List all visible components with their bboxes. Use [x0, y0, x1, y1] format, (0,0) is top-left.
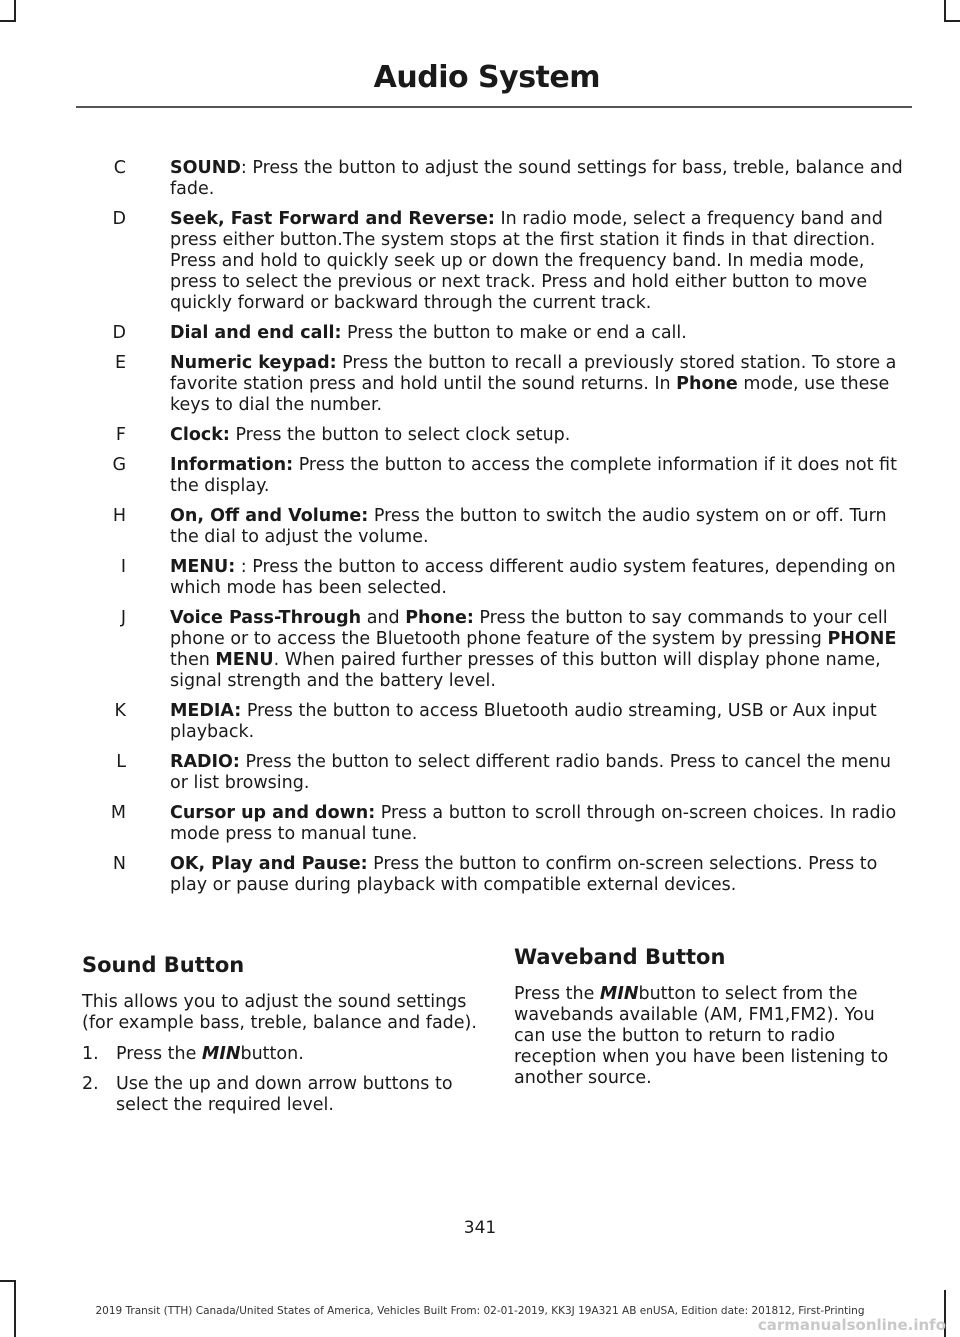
list-item: [76, 752, 906, 794]
bold-term: Numeric keypad:: [170, 353, 337, 373]
text-run: and: [361, 608, 406, 628]
text-run: : Press the button to access different audio system features, depending on which mode has been selected.: [170, 557, 896, 598]
item-description: [170, 701, 906, 743]
bold-term: Voice Pass-Through: [170, 608, 362, 628]
list-item: [76, 701, 906, 743]
item-description: [170, 425, 906, 446]
list-item: [76, 557, 906, 599]
text-run: Press the button to make or end a call.: [341, 323, 687, 343]
item-description: [170, 158, 906, 200]
text-run: Press the button to confirm on-screen selections. Press to play or pause during playback with compatible external devices.: [170, 854, 878, 895]
item-list: [76, 158, 906, 905]
text-run: Press the button to recall a previously stored station. To store a favorite station press and hold until the sound returns. In: [170, 353, 897, 394]
item-key: K: [114, 701, 126, 721]
bold-term: PHONE: [827, 629, 897, 649]
text-run: Press the button to say commands to your cell phone or to access the Bluetooth phone feature of the system by pressing: [170, 608, 888, 649]
step-item: [82, 1074, 478, 1116]
list-item: [76, 854, 906, 896]
item-key: D: [112, 209, 126, 229]
item-key: G: [112, 455, 126, 475]
bold-term: SOUND: [170, 158, 241, 178]
bold-term: RADIO:: [170, 752, 240, 772]
text-run: Press the button to switch the audio system on or off. Turn the dial to adjust the volume.: [170, 506, 887, 547]
waveband-button-heading: Waveband Button: [514, 945, 726, 969]
list-item: [76, 455, 906, 497]
text-run: Press the button to select different radio bands. Press to cancel the menu or list browsing.: [170, 752, 891, 793]
bold-term: Phone: [676, 374, 738, 394]
button-name: MIN: [599, 984, 639, 1004]
bold-term: MENU:: [170, 557, 236, 577]
watermark: carmanualsonline.info: [757, 1316, 946, 1334]
waveband-button-section: [514, 944, 910, 1099]
text-run: Press the button to access the complete information if it does not fit the display.: [170, 455, 897, 496]
text-run: Press the button to select clock setup.: [229, 425, 571, 445]
item-key: H: [112, 506, 126, 526]
crop-mark: [944, 0, 946, 22]
crop-mark: [944, 20, 960, 22]
list-item: [76, 209, 906, 314]
item-description: [170, 209, 906, 314]
item-key: C: [113, 158, 126, 178]
item-key: J: [120, 608, 126, 628]
page-footer: 2019 Transit (TTH) Canada/United States of America, Vehicles Built From: 02-01-2019, KK3J 19A321 AB enUSA, Edition date: 201812, First-Printing: [95, 1305, 865, 1317]
item-description: [170, 803, 906, 845]
item-key: I: [120, 557, 126, 577]
sound-button-section: [82, 952, 478, 1125]
bold-term: Dial and end call:: [170, 323, 342, 343]
item-description: [170, 353, 906, 416]
text-run: then: [170, 650, 216, 670]
bold-term: Cursor up and down:: [170, 803, 376, 823]
bold-term: OK, Play and Pause:: [170, 854, 368, 874]
list-item: [76, 323, 906, 344]
bold-term: MENU: [215, 650, 274, 670]
item-key: M: [110, 803, 126, 823]
header-divider: [76, 106, 912, 108]
list-item: [76, 425, 906, 446]
item-description: [170, 323, 906, 344]
page-title: Audio System: [373, 60, 600, 95]
text-run: button.: [240, 1044, 304, 1064]
list-item: [76, 353, 906, 416]
item-description: [170, 557, 906, 599]
item-description: [170, 506, 906, 548]
crop-mark: [0, 20, 16, 22]
text-run: : Press the button to adjust the sound settings for bass, treble, balance and fade.: [170, 158, 903, 199]
item-key: N: [112, 854, 126, 874]
list-item: [76, 506, 906, 548]
item-description: [170, 608, 906, 692]
bold-term: Phone:: [405, 608, 474, 628]
crop-mark: [14, 0, 16, 22]
text-run: Press the: [116, 1044, 202, 1064]
waveband-button-text: [514, 984, 910, 1089]
item-description: [170, 752, 906, 794]
item-key: D: [112, 323, 126, 343]
sound-button-intro: This allows you to adjust the sound settings (for example bass, treble, balance and fade).: [82, 992, 477, 1033]
bold-term: Seek, Fast Forward and Reverse:: [170, 209, 495, 229]
text-run: Use the up and down arrow buttons to select the required level.: [116, 1074, 453, 1115]
list-item: [76, 608, 906, 692]
text-run: Press the: [514, 984, 600, 1004]
text-run: Press the button to access Bluetooth audio streaming, USB or Aux input playback.: [170, 701, 877, 742]
sound-button-steps: [82, 1044, 478, 1116]
step-text: [116, 1074, 478, 1116]
sound-button-heading: Sound Button: [82, 953, 245, 977]
item-key: F: [115, 425, 126, 445]
crop-mark: [0, 1280, 16, 1282]
bold-term: Clock:: [170, 425, 230, 445]
item-description: [170, 455, 906, 497]
bold-term: On, Off and Volume:: [170, 506, 369, 526]
text-run: button to select from the wavebands available (AM, FM1,FM2). You can use the button to return to radio reception when you have been listening to another source.: [514, 984, 889, 1088]
text-run: mode, use these keys to dial the number.: [170, 374, 890, 415]
text-run: In radio mode, select a frequency band and press either button.The system stops at the first station it finds in that direction. Press and hold to quickly seek up or down the frequency band. In media mode, press to select the previous or next track. Press and hold either button to move quickly forward or backward through the current track.: [170, 209, 883, 313]
step-number: 2.: [82, 1074, 99, 1094]
step-text: [116, 1044, 304, 1065]
list-item: [76, 158, 906, 200]
step-number: 1.: [82, 1044, 99, 1064]
item-key: L: [116, 752, 126, 772]
button-name: MIN: [201, 1044, 241, 1064]
text-run: . When paired further presses of this button will display phone name, signal strength and the battery level.: [170, 650, 881, 691]
item-description: [170, 854, 906, 896]
step-item: [82, 1044, 478, 1065]
bold-term: MEDIA:: [170, 701, 242, 721]
list-item: [76, 803, 906, 845]
bold-term: Information:: [170, 455, 294, 475]
item-key: E: [114, 353, 126, 373]
text-run: Press a button to scroll through on-screen choices. In radio mode press to manual tune.: [170, 803, 897, 844]
page-number: 341: [463, 1218, 497, 1238]
